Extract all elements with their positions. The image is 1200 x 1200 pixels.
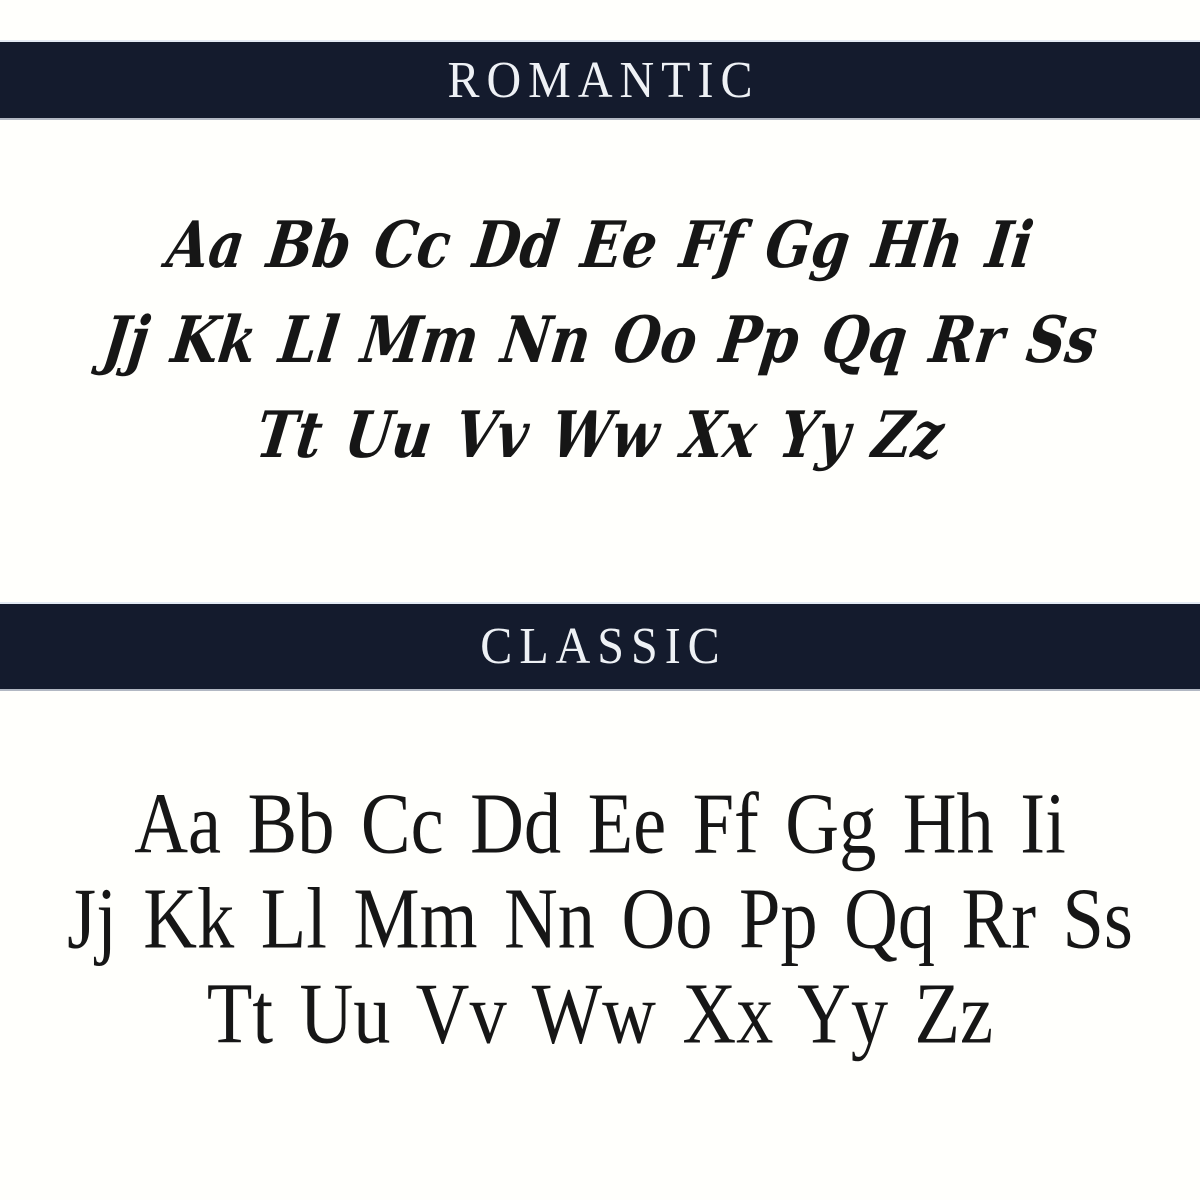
classic-alphabet-row-1: Aa Bb Cc Dd Ee Ff Gg Hh Ii xyxy=(134,776,1066,872)
romantic-alphabet-row-2: Jj Kk Ll Mm Nn Oo Pp Qq Rr Ss xyxy=(98,303,1102,378)
romantic-section-title: ROMANTIC xyxy=(447,51,760,109)
classic-header-bar xyxy=(0,604,1200,689)
classic-alphabet-block xyxy=(0,777,1200,1062)
romantic-alphabet-row-1: Aa Bb Cc Dd Ee Ff Gg Hh Ii xyxy=(162,208,1038,283)
classic-alphabet-row-3: Tt Uu Vv Ww Xx Yy Zz xyxy=(206,966,994,1062)
romantic-header-bar xyxy=(0,42,1200,118)
classic-alphabet-row-2: Jj Kk Ll Mm Nn Oo Pp Qq Rr Ss xyxy=(67,871,1133,967)
romantic-alphabet-row-3: Tt Uu Vv Ww Xx Yy Zz xyxy=(251,398,949,473)
romantic-alphabet-block xyxy=(0,198,1200,483)
classic-section-title: CLASSIC xyxy=(480,617,727,676)
